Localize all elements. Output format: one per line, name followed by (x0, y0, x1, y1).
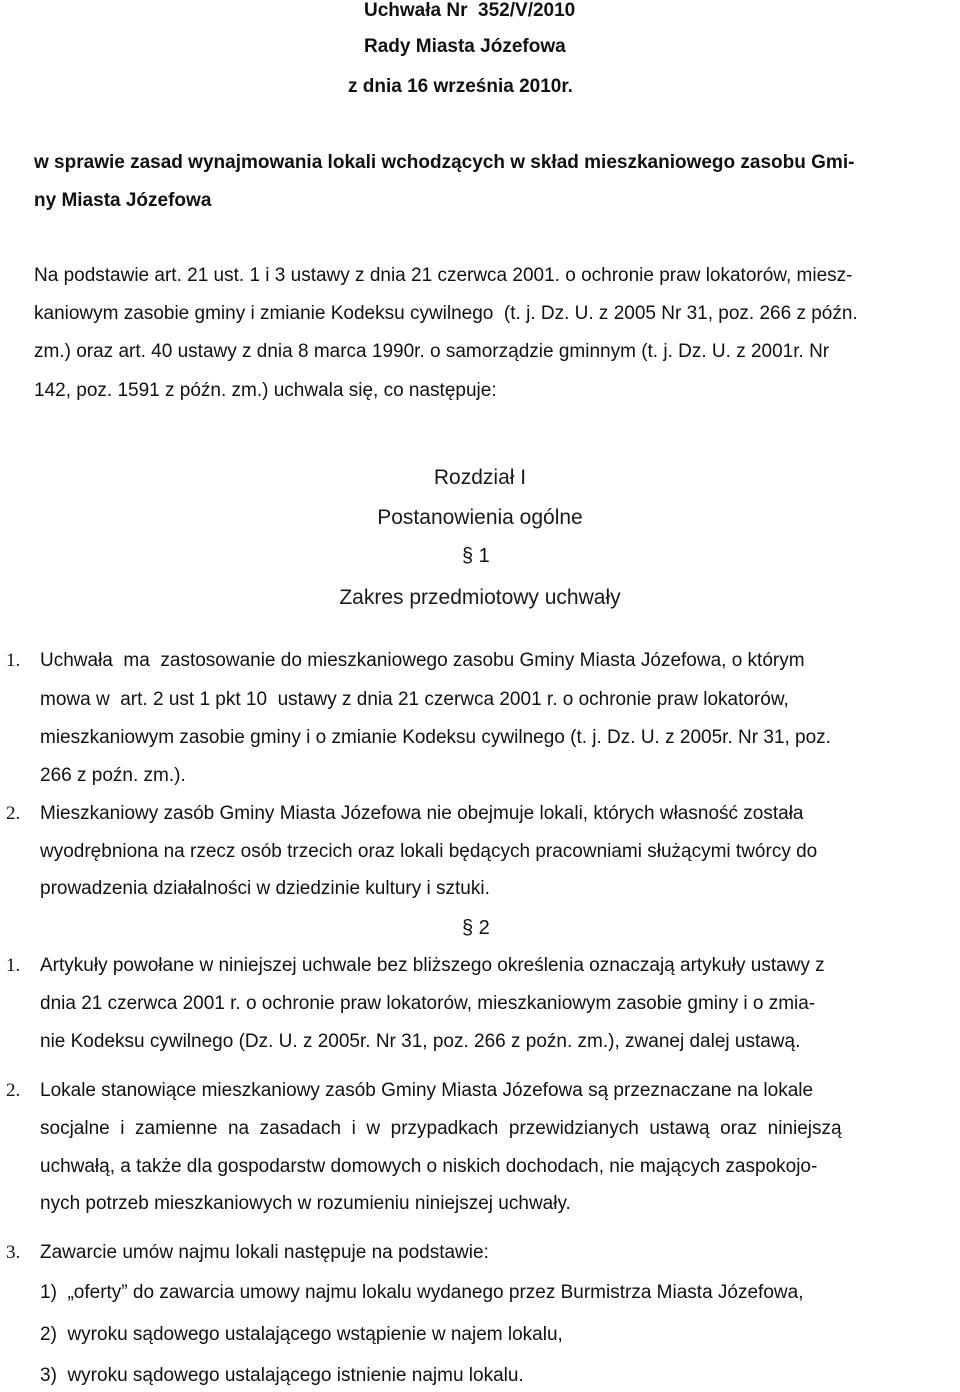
section-2-sign: § 2 (462, 917, 490, 939)
s2-item-3-line-1: Zawarcie umów najmu lokali następuje na podstawie: (40, 1242, 489, 1263)
s1-item-2-number: 2. (6, 803, 21, 824)
resolution-number: Uchwała Nr 352/V/2010 (364, 0, 576, 21)
s1-item-1-line-1: Uchwała ma zastosowanie do mieszkaniowego zasobu Gminy Miasta Józefowa, o którym (40, 650, 805, 671)
s1-item-1-line-3: mieszkaniowym zasobie gminy i o zmianie Kodeksu cywilnego (t. j. Dz. U. z 2005r. Nr 31, poz. (40, 727, 831, 748)
s2-subitem-1: 1) „oferty” do zawarcia umowy najmu lokalu wydanego przez Burmistrza Miasta Józefowa, (40, 1282, 804, 1303)
subject-line-1: w sprawie zasad wynajmowania lokali wchodzących w skład mieszkaniowego zasobu Gmi- (34, 152, 855, 173)
s1-item-2-line-3: prowadzenia działalności w dziedzinie kultury i sztuki. (40, 878, 490, 899)
preamble-line-2: kaniowym zasobie gminy i zmianie Kodeksu cywilnego (t. j. Dz. U. z 2005 Nr 31, poz. 266 z późn. (34, 303, 858, 324)
preamble-line-3: zm.) oraz art. 40 ustawy z dnia 8 marca 1990r. o samorządzie gminnym (t. j. Dz. U. z 2001r. Nr (34, 341, 830, 362)
s2-item-1-line-1: Artykuły powołane w niniejszej uchwale bez bliższego określenia oznaczają artykuły ustawy z (40, 955, 825, 976)
s1-item-1-line-4: 266 z poźn. zm.). (40, 765, 186, 786)
s2-item-1-line-2: dnia 21 czerwca 2001 r. o ochronie praw lokatorów, mieszkaniowym zasobie gminy i o zmia- (40, 993, 816, 1014)
s1-item-1-number: 1. (6, 650, 21, 671)
resolution-date: z dnia 16 września 2010r. (348, 76, 573, 97)
s2-item-2-line-3: uchwałą, a także dla gospodarstw domowych o niskich dochodach, nie mających zaspokojo- (40, 1156, 818, 1177)
s2-item-3-number: 3. (6, 1242, 21, 1263)
s2-item-1-number: 1. (6, 955, 21, 976)
preamble-line-1: Na podstawie art. 21 ust. 1 i 3 ustawy z dnia 21 czerwca 2001. o ochronie praw lokatorów, miesz- (34, 265, 853, 286)
subject-line-2: ny Miasta Józefowa (34, 190, 212, 211)
section-1-title: Zakres przedmiotowy uchwały (339, 586, 621, 609)
s2-item-2-line-1: Lokale stanowiące mieszkaniowy zasób Gminy Miasta Józefowa są przeznaczane na lokale (40, 1080, 814, 1101)
s2-subitem-3: 3) wyroku sądowego ustalającego istnienie najmu lokalu. (40, 1365, 524, 1386)
chapter-title: Rozdział I (433, 466, 527, 489)
s2-item-2-line-2: socjalne i zamienne na zasadach i w przypadkach przewidzianych ustawą oraz niniejszą (40, 1118, 842, 1139)
s2-item-2-number: 2. (6, 1080, 21, 1101)
s2-item-1-line-3: nie Kodeksu cywilnego (Dz. U. z 2005r. Nr 31, poz. 266 z poźn. zm.), zwanej dalej ustawą. (40, 1031, 801, 1052)
section-1-sign: § 1 (462, 545, 490, 567)
s1-item-1-line-2: mowa w art. 2 ust 1 pkt 10 ustawy z dnia 21 czerwca 2001 r. o ochronie praw lokatorów, (40, 689, 789, 710)
s1-item-2-line-1: Mieszkaniowy zasób Gminy Miasta Józefowa nie obejmuje lokali, których własność została (40, 803, 804, 824)
council-name: Rady Miasta Józefowa (364, 36, 566, 57)
chapter-subtitle: Postanowienia ogólne (377, 506, 583, 529)
s1-item-2-line-2: wyodrębniona na rzecz osób trzecich oraz lokali będących pracowniami służącymi twórcy do (40, 841, 818, 862)
preamble-line-4: 142, poz. 1591 z późn. zm.) uchwala się, co następuje: (34, 380, 497, 401)
s2-subitem-2: 2) wyroku sądowego ustalającego wstąpienie w najem lokalu, (40, 1324, 563, 1345)
s2-item-2-line-4: nych potrzeb mieszkaniowych w rozumieniu niniejszej uchwały. (40, 1193, 571, 1214)
